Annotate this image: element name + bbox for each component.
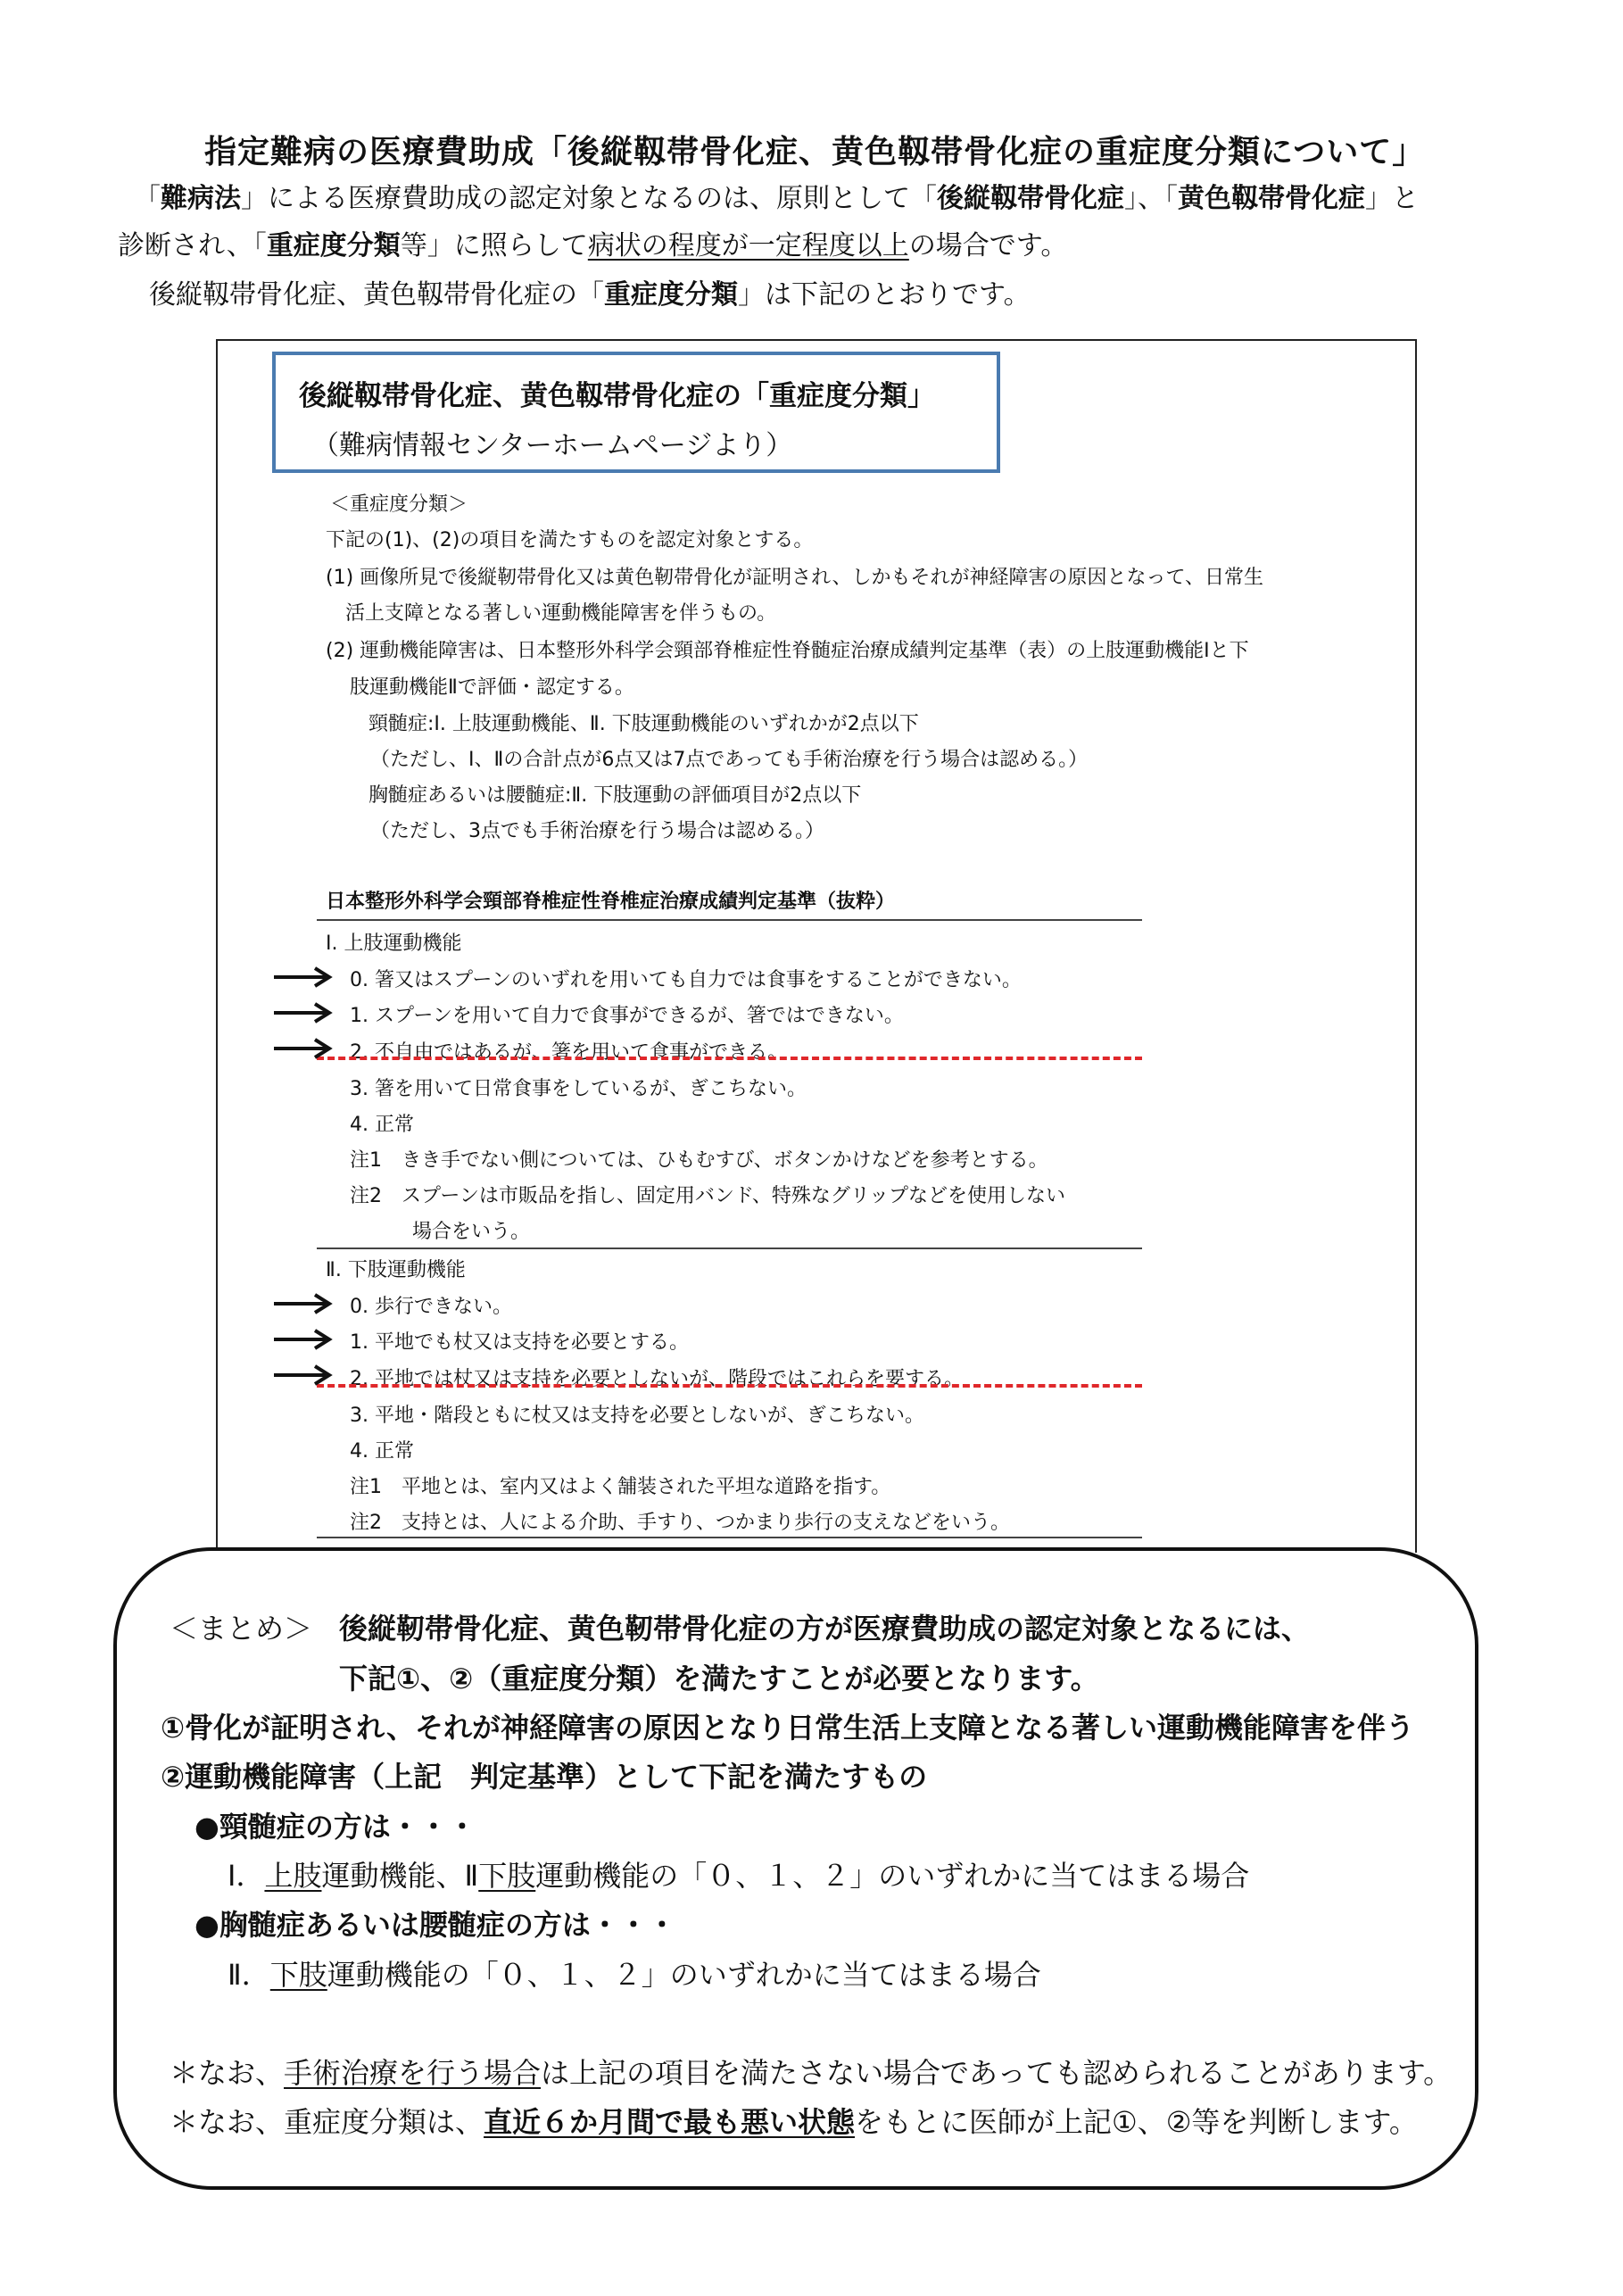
lower-note: 注2 支持とは、人による介助、手すり、つかまり歩行の支えなどをいう。 — [350, 1512, 1010, 1534]
summary-note — [170, 2051, 1452, 2092]
threshold-dashed-line — [317, 1384, 1142, 1388]
page-title: 指定難病の医療費助成「後縦靱帯骨化症、黄色靱帯骨化症の重症度分類について」 — [204, 134, 1426, 170]
lower-item: 1. 平地でも杖又は支持を必要とする。 — [350, 1331, 689, 1354]
text-segment: Ⅰ． — [228, 1859, 265, 1893]
text-segment: 運動機能の「０、１、２」のいずれかに当てはまる場合 — [535, 1859, 1250, 1893]
table-title: 日本整形外科学会頸部脊椎症性脊椎症治療成績判定基準（抜粋） — [326, 891, 896, 913]
right-arrow-icon — [274, 1364, 333, 1386]
criteria-line: 胸髄症あるいは腰髄症:Ⅱ. 下肢運動の評価項目が2点以下 — [368, 784, 862, 807]
lower-item: 3. 平地・階段ともに杖又は支持を必要としないが、ぎこちない。 — [350, 1405, 924, 1427]
text-segment: 運動機能の「０、１、２」のいずれかに当てはまる場合 — [327, 1958, 1041, 1992]
text-segment: Ⅱ． — [228, 1958, 270, 1992]
criteria-line: 下記の(1)、(2)の項目を満たすものを認定対象とする。 — [326, 529, 814, 551]
excerpt-header-title: 後縦靱帯骨化症、黄色靱帯骨化症の「重症度分類」 — [299, 380, 935, 412]
lower-note: 注1 平地とは、室内又はよく舗装された平坦な道路を指す。 — [350, 1476, 891, 1498]
upper-item: 0. 箸又はスプーンのいずれを用いても自力では食事をすることができない。 — [350, 969, 1022, 991]
text-segment: 重症度分類 — [604, 279, 738, 311]
intro-line-2 — [118, 223, 1067, 262]
text-segment: は上記の項目を満たさない場合であっても認められることがあります。 — [541, 2056, 1453, 2090]
text-segment: 重症度分類 — [266, 230, 401, 261]
criteria-line: 肢運動機能Ⅱで評価・認定する。 — [350, 676, 634, 699]
table-divider — [317, 919, 1142, 921]
summary-bullet-detail — [228, 1952, 1041, 1993]
text-segment: 黄色靱帯骨化症 — [1178, 183, 1365, 214]
upper-limb-heading: Ⅰ. 上肢運動機能 — [326, 932, 462, 955]
summary-criterion-2: ②運動機能障害（上記 判定基準）として下記を満たすもの — [161, 1760, 928, 1794]
lower-item: 0. 歩行できない。 — [350, 1296, 512, 1318]
upper-item: 4. 正常 — [350, 1114, 414, 1136]
upper-item: 1. スプーンを用いて自力で食事ができるが、箸ではできない。 — [350, 1005, 904, 1027]
text-segment: 難病法 — [161, 183, 241, 214]
summary-bullet-detail — [228, 1853, 1249, 1894]
criteria-line: (1) 画像所見で後縦靭帯骨化又は黄色靭帯骨化が証明され、しかもそれが神経障害の原因となって、日常生 — [326, 567, 1264, 589]
text-segment: 上肢 — [264, 1859, 322, 1893]
lower-item: 4. 正常 — [350, 1440, 414, 1463]
summary-line: 後縦靭帯骨化症、黄色靭帯骨化症の方が医療費助成の認定対象となるには、 — [339, 1612, 1311, 1645]
text-segment: 等」に照らして — [400, 230, 588, 261]
upper-item: 3. 箸を用いて日常食事をしているが、ぎこちない。 — [350, 1078, 807, 1100]
text-segment: 直近６か月間で最も悪い状態 — [484, 2105, 856, 2139]
upper-note: 注2 スプーンは市販品を指し、固定用バンド、特殊なグリップなどを使用しない — [350, 1185, 1066, 1207]
right-arrow-icon — [274, 1329, 333, 1350]
excerpt-header-subtitle: （難病情報センターホームページより） — [312, 430, 793, 461]
text-segment: 下肢 — [269, 1958, 327, 1992]
text-segment: 後縦靱帯骨化症 — [937, 183, 1124, 214]
summary-label: ＜まとめ＞ — [170, 1612, 313, 1645]
upper-item: 2. 不自由ではあるが、箸を用いて食事ができる。 — [350, 1041, 787, 1064]
text-segment: 」による医療費助成の認定対象となるのは、原則として「 — [241, 183, 937, 214]
right-arrow-icon — [274, 966, 333, 988]
text-segment: 手術治療を行う場合 — [284, 2056, 542, 2090]
summary-bullet: ●胸髄症あるいは腰髄症の方は・・・ — [195, 1908, 676, 1942]
table-divider — [317, 1537, 1142, 1538]
summary-note — [170, 2100, 1418, 2141]
text-segment: 」と — [1365, 183, 1419, 214]
text-segment: 下肢 — [478, 1859, 536, 1893]
intro-line-1 — [134, 176, 1419, 215]
right-arrow-icon — [274, 1293, 333, 1314]
text-segment: 」は下記のとおりです。 — [738, 279, 1031, 311]
text-segment: 病状の程度が一定程度以上 — [587, 230, 909, 261]
right-arrow-icon — [274, 1002, 333, 1024]
text-segment: 後縦靱帯骨化症、黄色靱帯骨化症の「 — [149, 279, 604, 311]
text-segment: ＊なお、重症度分類は、 — [170, 2105, 484, 2139]
upper-note: 場合をいう。 — [412, 1221, 531, 1243]
summary-bullet: ●頸髄症の方は・・・ — [195, 1810, 476, 1844]
right-arrow-icon — [274, 1038, 333, 1059]
threshold-dashed-line — [317, 1057, 1142, 1060]
text-segment: 「 — [134, 183, 161, 214]
summary-line: 下記①、②（重症度分類）を満たすことが必要となります。 — [339, 1662, 1099, 1695]
text-segment: をもとに医師が上記①、②等を判断します。 — [855, 2105, 1418, 2139]
intro-line-3 — [149, 272, 1031, 311]
summary-criterion-1: ①骨化が証明され、それが神経障害の原因となり日常生活上支障となる著しい運動機能障害を伴う — [161, 1711, 1415, 1745]
criteria-line: 頸髄症:Ⅰ. 上肢運動機能、Ⅱ. 下肢運動機能のいずれかが2点以下 — [368, 713, 919, 735]
lower-limb-heading: Ⅱ. 下肢運動機能 — [326, 1259, 466, 1281]
table-divider — [317, 1247, 1142, 1249]
criteria-line: （ただし、Ⅰ、Ⅱの合計点が6点又は7点であっても手術治療を行う場合は認める。） — [370, 749, 1089, 771]
criteria-line: (2) 運動機能障害は、日本整形外科学会頸部脊椎症性脊髄症治療成績判定基準（表）の上肢運動機能Ⅰと下 — [326, 640, 1249, 662]
text-segment: の場合です。 — [908, 230, 1068, 261]
text-segment: 」、「 — [1124, 183, 1178, 214]
criteria-line: （ただし、3点でも手術治療を行う場合は認める。） — [370, 820, 824, 842]
text-segment: 診断され、「 — [118, 230, 267, 261]
upper-note: 注1 きき手でない側については、ひもむすび、ボタンかけなどを参考とする。 — [350, 1149, 1048, 1172]
lower-item: 2. 平地では杖又は支持を必要としないが、階段ではこれらを要する。 — [350, 1368, 964, 1390]
criteria-line: 活上支障となる著しい運動機能障害を伴うもの。 — [345, 602, 777, 625]
text-segment: 運動機能、Ⅱ — [321, 1859, 479, 1893]
severity-heading: ＜重症度分類＞ — [330, 493, 468, 516]
text-segment: ＊なお、 — [170, 2056, 285, 2090]
